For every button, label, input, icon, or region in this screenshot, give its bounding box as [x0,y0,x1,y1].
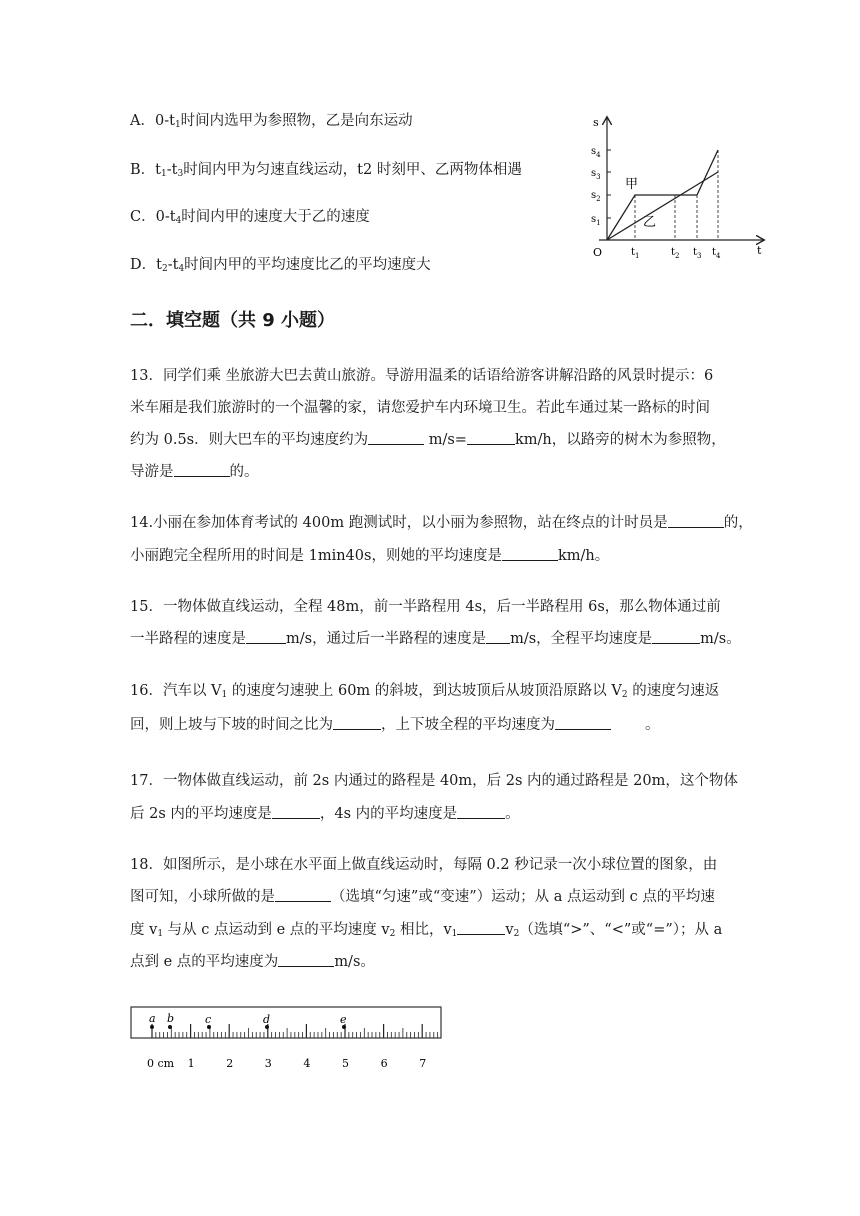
answer-blank[interactable] [457,920,505,935]
y-tick-s1 [591,214,611,227]
q17-line1: 17．一物体做直线运动，前 2s 内通过的路程是 40m，后 2s 内的通过路程是 20m，这个物体 [130,773,738,789]
q14-line1: 14.小丽在参加体育考试的 400m 跑测试时，以小丽为参照物，站在终点的计时员是 的， [130,515,753,531]
svg-text:s2: $s_2$ [591,190,601,203]
answer-blank[interactable] [278,952,334,967]
q18-line1: 18．如图所示，是小球在水平面上做直线运动时，每隔 0.2 秒记录一次小球位置的图象，由 [130,857,718,873]
svg-text:t4: $t_4$ [712,247,721,260]
ruler-number: 1 [187,1057,195,1070]
q15-line2: 一半路程的速度是 m/s，通过后一半路程的速度是 m/s，全程平均速度是 m/s。 [130,631,741,647]
svg-text:t2: $t_2$ [671,247,680,260]
option-letter: D [130,257,142,273]
y-axis-label: s [593,116,599,129]
st-graph [585,112,770,262]
ruler-number: 3 [264,1057,272,1070]
option-letter: B [130,162,141,178]
option-d: D．$t_2-t_4$时间内甲的平均速度比乙的平均速度大 [130,257,431,274]
svg-text:t1: $t_1$ [631,247,640,260]
q17-line2: 后 2s 内的平均速度是 ，4s 内的平均速度是 。 [130,806,520,822]
option-b: B．$t_1-t_3$时间内甲为匀速直线运动，t2 时刻甲、乙两物体相遇 [130,162,522,179]
q13-line4: 导游是 的。 [130,464,259,480]
label-yi: 乙 [643,215,657,230]
ruler-number: 7 [419,1057,427,1070]
origin-label: O [593,246,603,259]
label-jia: 甲 [625,177,639,192]
ruler-figure [125,1000,455,1080]
answer-blank[interactable] [467,430,515,445]
ruler-number: 2 [226,1057,234,1070]
answer-blank[interactable] [457,804,505,819]
option-letter: A [130,113,141,129]
answer-blank[interactable] [333,715,381,730]
y-tick-s4 [591,146,611,159]
answer-blank[interactable] [652,629,700,644]
ruler-number: 6 [380,1057,388,1070]
y-tick-s3 [591,168,611,181]
x-tick-t4 [712,247,721,260]
svg-text:t3: $t_3$ [693,247,702,260]
answer-blank[interactable] [275,887,331,902]
ruler-number: 4 [303,1057,311,1070]
svg-text:s3: $s_3$ [591,168,601,181]
q16-line2: 回，则上坡与下坡的时间之比为 ，上下坡全程的平均速度为 。 [130,717,660,733]
ruler-numbers [188,1057,427,1070]
answer-blank[interactable] [486,629,510,644]
answer-blank[interactable] [555,715,611,730]
q13-line1: 13．同学们乘 坐旅游大巴去黄山旅游。导游用温柔的话语给游客讲解沿路的风景时提示：6 [130,368,714,384]
q13-line3: 约为 0.5s．则大巴车的平均速度约为 m/s= km/h，以路旁的树木为参照物， [130,432,726,448]
ruler-number: 5 [342,1057,349,1070]
q16-line1: 16．汽车以 $V_1$ 的速度匀速驶上 60m 的斜坡，到达坡顶后从坡顶沿原路以 $V_2$ 的速度匀速返 [130,683,720,700]
answer-blank[interactable] [668,513,724,528]
answer-blank[interactable] [272,804,320,819]
x-axis-label: t [757,244,762,257]
svg-text:c: c [205,1013,212,1026]
answer-blank[interactable] [174,462,230,477]
x-tick-t1 [631,247,640,260]
svg-text:a: a [149,1012,156,1025]
answer-blank[interactable] [246,629,286,644]
q13-line2: 米车厢是我们旅游时的一个温馨的家，请您爱护车内环境卫生。若此车通过某一路标的时间 [130,400,710,416]
q18-line3: 度 $v_1$ 与从 c 点运动到 e 点的平均速度 $v_2$ 相比，$v_1$ $v_2$（选填“>”、“<”或“=”）；从 a [130,922,723,939]
answer-blank[interactable] [368,430,424,445]
option-a: A．$0-t_1$时间内选甲为参照物，乙是向东运动 [130,113,413,130]
q18-line4: 点到 e 点的平均速度为 m/s。 [130,954,375,970]
svg-text:d: d [263,1013,271,1026]
svg-text:s4: $s_4$ [591,146,601,159]
yi-line [607,172,718,240]
q14-line2: 小丽跑完全程所用的时间是 1min40s，则她的平均速度是 km/h。 [130,548,610,564]
svg-text:s1: $s_1$ [591,214,601,227]
svg-text:b: b [167,1012,175,1025]
x-tick-t3 [693,247,702,260]
q18-line2: 图可知，小球所做的是 （选填“匀速”或“变速”）运动；从 a 点运动到 c 点的平均速 [130,889,715,905]
y-tick-s2 [591,190,611,203]
jia-line [607,150,718,240]
option-letter: C [130,209,142,225]
answer-blank[interactable] [502,546,558,561]
ruler-body [131,1007,441,1038]
section-title: 二．填空题（共 9 小题） [130,310,336,331]
svg-text:e: e [340,1013,347,1026]
option-c: C．$0-t_4$时间内甲的速度大于乙的速度 [130,209,370,226]
ruler-unit-label: 0 cm [147,1057,175,1070]
q15-line1: 15．一物体做直线运动，全程 48m，前一半路程用 4s，后一半路程用 6s，那么物体通过前 [130,599,721,615]
x-tick-t2 [671,247,680,260]
